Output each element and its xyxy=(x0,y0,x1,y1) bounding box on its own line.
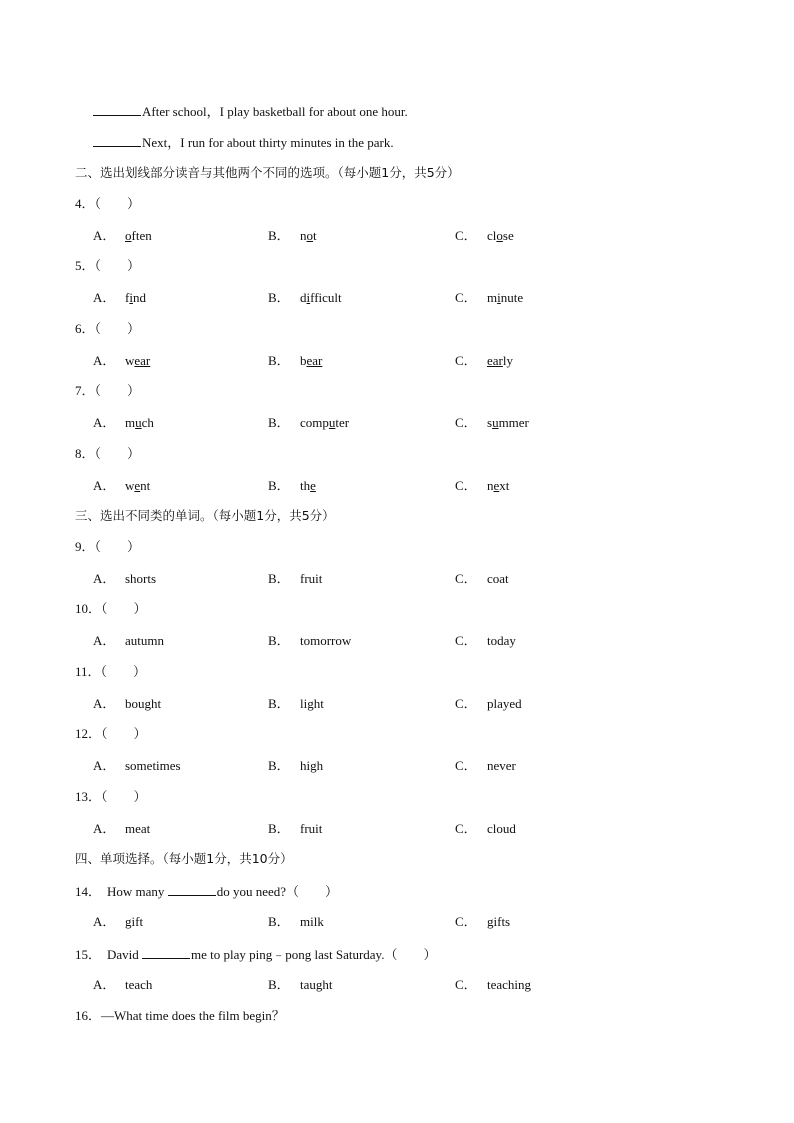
intro-line-1 xyxy=(93,103,408,120)
option-word: teaching xyxy=(487,977,532,992)
option-word: milk xyxy=(300,914,324,929)
option-a[interactable] xyxy=(93,758,181,774)
option-label: C． xyxy=(455,290,477,305)
option-word xyxy=(300,415,349,430)
option-label: A． xyxy=(93,478,116,493)
answer-blank[interactable] xyxy=(93,103,141,116)
option-word xyxy=(300,478,316,493)
word-part: nt xyxy=(140,478,151,493)
option-word: today xyxy=(487,633,516,648)
option-label: A． xyxy=(93,571,116,586)
underlined-part: u xyxy=(328,415,336,430)
option-a[interactable] xyxy=(93,571,156,587)
option-b[interactable] xyxy=(268,478,316,494)
option-a[interactable] xyxy=(93,478,150,494)
question-number: 11．（ ） xyxy=(75,664,147,679)
option-label: C． xyxy=(455,696,477,711)
option-a[interactable] xyxy=(93,415,154,431)
question-number: 10．（ ） xyxy=(75,601,147,616)
option-a[interactable] xyxy=(93,977,152,993)
section-3-heading: 三、选出不同类的单词。（每小题1分，共5分） xyxy=(75,508,335,523)
word-part: t xyxy=(313,228,317,243)
underlined-part: o xyxy=(125,228,132,243)
underlined-part: ear xyxy=(487,353,503,368)
question-number: 8．（ ） xyxy=(75,446,141,461)
question-text: do you need?（ ） xyxy=(216,884,338,899)
option-label: B． xyxy=(268,415,290,430)
option-c[interactable] xyxy=(455,353,513,369)
option-a[interactable] xyxy=(93,914,143,930)
option-word: high xyxy=(300,758,324,773)
option-word: bought xyxy=(125,696,162,711)
option-word: never xyxy=(487,758,516,773)
option-word xyxy=(487,415,529,430)
question-number: 14． xyxy=(75,884,102,899)
option-word xyxy=(487,353,513,368)
answer-blank[interactable] xyxy=(168,883,216,896)
question-text: David xyxy=(107,947,143,962)
option-label: A． xyxy=(93,696,116,711)
option-b[interactable] xyxy=(268,415,349,431)
option-word: teach xyxy=(125,977,153,992)
question-14 xyxy=(75,883,338,900)
underlined-part: o xyxy=(306,228,313,243)
question-number: 4．（ ） xyxy=(75,196,141,211)
question-number: 13．（ ） xyxy=(75,789,147,804)
underlined-part: u xyxy=(135,415,142,430)
question-number: 15． xyxy=(75,947,102,962)
intro-text: After school，I play basketball for about one hour. xyxy=(142,104,408,119)
underlined-part: e xyxy=(493,478,500,493)
intro-text: Next，I run for about thirty minutes in the park. xyxy=(142,135,394,150)
section-2-heading: 二、选出划线部分读音与其他两个不同的选项。（每小题1分，共5分） xyxy=(75,165,460,180)
option-word xyxy=(125,478,150,493)
option-label: C． xyxy=(455,571,477,586)
intro-line-2 xyxy=(93,134,394,151)
question-15 xyxy=(75,946,436,963)
option-c[interactable] xyxy=(455,914,510,930)
option-c[interactable] xyxy=(455,571,509,587)
word-part: f xyxy=(125,290,130,305)
option-label: C． xyxy=(455,478,477,493)
option-b[interactable] xyxy=(268,821,322,837)
option-a[interactable] xyxy=(93,290,146,306)
underlined-part: i xyxy=(306,290,311,305)
word-part: ch xyxy=(141,415,154,430)
option-b[interactable] xyxy=(268,353,322,369)
option-label: C． xyxy=(455,758,477,773)
option-word: autumn xyxy=(125,633,164,648)
option-label: C． xyxy=(455,914,477,929)
word-part: n xyxy=(487,478,494,493)
option-b[interactable] xyxy=(268,696,324,712)
option-word xyxy=(125,290,146,305)
word-part: th xyxy=(300,478,311,493)
option-label: B． xyxy=(268,290,290,305)
word-part: ften xyxy=(131,228,152,243)
option-word xyxy=(125,415,154,430)
word-part: d xyxy=(300,290,307,305)
option-label: A． xyxy=(93,821,116,836)
option-word: fruit xyxy=(300,571,323,586)
underlined-part: o xyxy=(496,228,503,243)
option-word: cloud xyxy=(487,821,516,836)
option-a[interactable] xyxy=(93,821,150,837)
option-word: gifts xyxy=(487,914,511,929)
underlined-part: ear xyxy=(306,353,323,368)
option-word: gift xyxy=(125,914,144,929)
word-part: b xyxy=(300,353,307,368)
option-b[interactable] xyxy=(268,758,323,774)
word-part: w xyxy=(125,353,135,368)
option-label: A． xyxy=(93,415,116,430)
option-c[interactable] xyxy=(455,478,509,494)
option-label: A． xyxy=(93,977,116,992)
option-word xyxy=(300,353,322,368)
option-label: C． xyxy=(455,228,477,243)
option-label: A． xyxy=(93,353,116,368)
option-label: B． xyxy=(268,478,290,493)
option-word: sometimes xyxy=(125,758,181,773)
option-b[interactable] xyxy=(268,977,333,993)
option-label: A． xyxy=(93,758,116,773)
option-label: B． xyxy=(268,977,290,992)
option-a[interactable] xyxy=(93,633,164,649)
underlined-part: i xyxy=(497,290,501,305)
option-c[interactable] xyxy=(455,290,523,306)
option-word: meat xyxy=(125,821,151,836)
option-label: B． xyxy=(268,821,290,836)
option-label: C． xyxy=(455,977,477,992)
option-word: taught xyxy=(300,977,333,992)
word-part: w xyxy=(125,478,135,493)
option-label: C． xyxy=(455,415,477,430)
option-word xyxy=(125,228,152,243)
question-number: 6．（ ） xyxy=(75,321,141,336)
option-word: played xyxy=(487,696,522,711)
word-part: cl xyxy=(487,228,497,243)
option-a[interactable] xyxy=(93,228,152,244)
word-part: xt xyxy=(499,478,510,493)
option-label: B． xyxy=(268,228,290,243)
word-part: n xyxy=(300,228,307,243)
word-part: se xyxy=(502,228,514,243)
question-number: 12．（ ） xyxy=(75,726,147,741)
option-word xyxy=(300,228,317,243)
option-label: A． xyxy=(93,914,116,929)
question-text: me to play ping﹣pong last Saturday.（ ） xyxy=(191,947,437,962)
word-part: nd xyxy=(132,290,146,305)
option-c[interactable] xyxy=(455,758,516,774)
option-word: shorts xyxy=(125,571,157,586)
option-word xyxy=(487,228,514,243)
question-number: 9．（ ） xyxy=(75,539,141,554)
answer-blank[interactable] xyxy=(93,134,141,147)
option-label: A． xyxy=(93,290,116,305)
question-number: 5．（ ） xyxy=(75,258,141,273)
option-word xyxy=(300,290,342,305)
option-b[interactable] xyxy=(268,633,351,649)
option-a[interactable] xyxy=(93,353,150,369)
word-part: fficult xyxy=(310,290,342,305)
word-part: comp xyxy=(300,415,329,430)
word-part: m xyxy=(487,290,498,305)
option-b[interactable] xyxy=(268,571,322,587)
option-c[interactable] xyxy=(455,415,529,431)
option-word xyxy=(487,290,523,305)
option-c[interactable] xyxy=(455,228,514,244)
answer-blank[interactable] xyxy=(142,946,190,959)
option-label: C． xyxy=(455,633,477,648)
section-4-heading: 四、单项选择。（每小题1分，共10分） xyxy=(75,851,293,866)
underlined-part: e xyxy=(310,478,316,493)
underlined-part: i xyxy=(129,290,133,305)
option-word xyxy=(487,478,509,493)
underlined-part: ear xyxy=(134,353,151,368)
option-c[interactable] xyxy=(455,696,522,712)
option-label: B． xyxy=(268,914,290,929)
option-word: coat xyxy=(487,571,509,586)
word-part: ter xyxy=(335,415,350,430)
word-part: ly xyxy=(502,353,513,368)
word-part: mmer xyxy=(498,415,529,430)
option-c[interactable] xyxy=(455,977,531,993)
question-text: How many xyxy=(107,884,168,899)
option-label: C． xyxy=(455,821,477,836)
underlined-part: u xyxy=(492,415,499,430)
option-label: B． xyxy=(268,571,290,586)
word-part: m xyxy=(125,415,136,430)
option-word: light xyxy=(300,696,324,711)
question-16: 16．—What time does the film begin？ xyxy=(75,1008,285,1023)
option-b[interactable] xyxy=(268,914,324,930)
word-part: s xyxy=(487,415,493,430)
question-number: 7．（ ） xyxy=(75,383,141,398)
option-label: B． xyxy=(268,633,290,648)
option-c[interactable] xyxy=(455,821,516,837)
option-label: A． xyxy=(93,228,116,243)
word-part: nute xyxy=(500,290,524,305)
option-label: A． xyxy=(93,633,116,648)
option-word xyxy=(125,353,150,368)
option-label: C． xyxy=(455,353,477,368)
option-b[interactable] xyxy=(268,290,342,306)
option-label: B． xyxy=(268,696,290,711)
option-label: B． xyxy=(268,353,290,368)
option-word: tomorrow xyxy=(300,633,352,648)
option-c[interactable] xyxy=(455,633,516,649)
option-a[interactable] xyxy=(93,696,161,712)
option-b[interactable] xyxy=(268,228,317,244)
underlined-part: e xyxy=(134,478,141,493)
option-word: fruit xyxy=(300,821,323,836)
option-label: B． xyxy=(268,758,290,773)
